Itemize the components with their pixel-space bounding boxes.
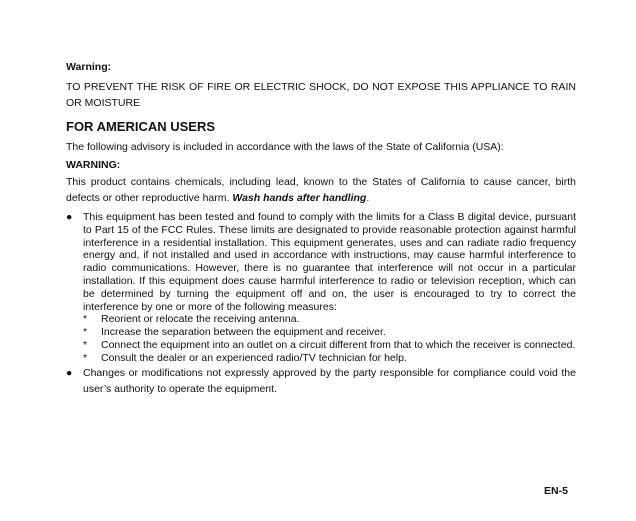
fcc-measure-item — [83, 326, 576, 339]
bullet-dot-icon: ● — [66, 366, 73, 379]
page-number: EN-5 — [544, 485, 568, 497]
asterisk-icon: * — [83, 326, 88, 339]
prop65-warning-label: WARNING: — [66, 159, 121, 171]
fcc-measures-list — [83, 313, 576, 364]
fcc-measure-text: Increase the separation between the equipment and receiver. — [101, 326, 386, 339]
warning-label: Warning: — [66, 61, 112, 73]
prop65-text: This product contains chemicals, including lead, known to the States of California to cause cancer, birth defects or other reproductive harm. — [66, 176, 576, 204]
prop65-emphasis: Wash hands after handling — [232, 192, 367, 204]
warning-text: TO PREVENT THE RISK OF FIRE OR ELECTRIC SHOCK, DO NOT EXPOSE THIS APPLIANCE TO RAIN OR MOISTURE — [66, 81, 576, 109]
fcc-measure-item — [83, 339, 576, 352]
fcc-measure-text: Connect the equipment into an outlet on a circuit different from that to which the receiver is connected. — [101, 338, 576, 351]
fcc-statement-item — [66, 211, 576, 365]
fcc-changes-text: Changes or modifications not expressly approved by the party responsible for compliance could void the user’s authority to operate the equipment. — [83, 366, 576, 395]
prop65-end: . — [366, 192, 370, 204]
fcc-measure-item — [83, 352, 576, 365]
fcc-bullet-list — [66, 211, 576, 397]
asterisk-icon: * — [83, 313, 88, 326]
california-advisory: The following advisory is included in accordance with the laws of the State of California (USA): — [66, 141, 504, 153]
prop65-text-block — [66, 174, 576, 206]
asterisk-icon: * — [83, 351, 88, 364]
fcc-measure-item — [83, 313, 576, 326]
asterisk-icon: * — [83, 338, 88, 351]
bullet-dot-icon: ● — [66, 211, 73, 223]
american-users-heading: FOR AMERICAN USERS — [66, 119, 216, 134]
fcc-changes-item — [66, 365, 576, 397]
fcc-statement-text: This equipment has been tested and found to comply with the limits for a Class B digital device, pursuant to Part 15 of the FCC Rules. These limits are designated to provide reasonable protection against harmful interference in a residential installation. This equipment generates, uses and can radiate radio frequency energy and, if not installed and used in accordance with instructions, may cause harmful interference to radio communications. However, there is no guarantee that interference will not occur in a particular installation. If this equipment does cause harmful interference to radio or television reception, which can be determined by turning the equipment off and on, the user is encouraged to try to correct the interference by one or more of the following measures: — [83, 211, 576, 313]
fcc-measure-text: Consult the dealer or an experienced radio/TV technician for help. — [101, 351, 407, 364]
fcc-measure-text: Reorient or relocate the receiving antenna. — [101, 313, 300, 326]
